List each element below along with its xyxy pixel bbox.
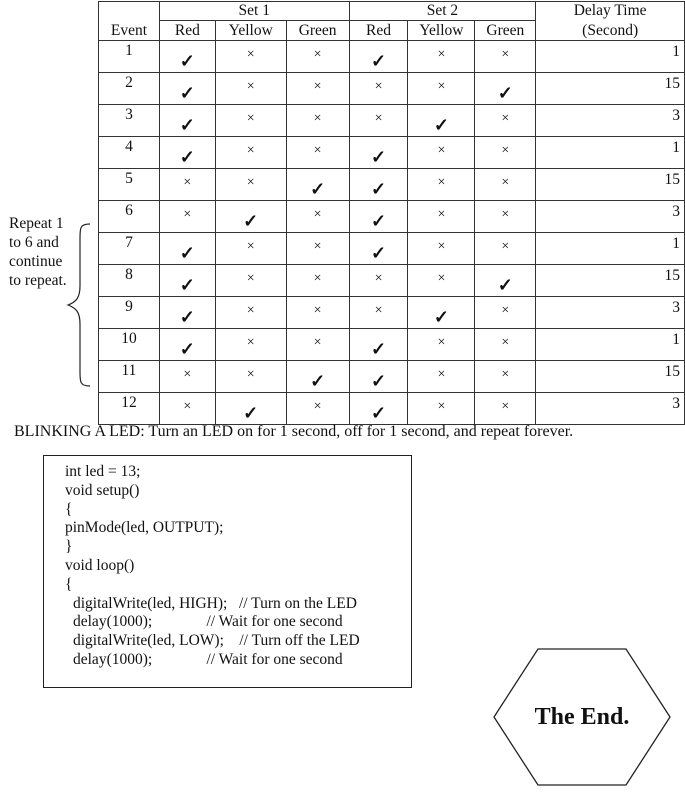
cross-mark-icon: ×	[501, 142, 510, 158]
set1-green-cell	[286, 137, 349, 169]
cross-mark-icon: ×	[501, 110, 510, 126]
check-mark-icon: ✓	[370, 210, 387, 231]
set1-yellow-cell	[215, 393, 286, 425]
table-row	[99, 265, 685, 297]
set2-yellow-cell	[408, 233, 475, 265]
set2-yellow-cell	[408, 105, 475, 137]
set1-yellow-cell	[215, 137, 286, 169]
set2-yellow-cell	[408, 169, 475, 201]
set1-yellow-cell	[215, 265, 286, 297]
set1-red-cell	[159, 201, 215, 233]
cross-mark-icon: ×	[246, 302, 255, 318]
code-line: void setup()	[65, 481, 140, 499]
set1-green-cell	[286, 329, 349, 361]
set1-red-cell	[159, 105, 215, 137]
table-row	[99, 233, 685, 265]
set2-green-cell	[475, 329, 536, 361]
table-row	[99, 73, 685, 105]
code-line: pinMode(led, OUTPUT);	[65, 519, 224, 537]
delay-seconds: 15	[536, 169, 685, 201]
cross-mark-icon: ×	[313, 398, 322, 414]
code-line: {	[65, 575, 73, 593]
repeat-note-line: Repeat 1	[9, 215, 64, 232]
cross-mark-icon: ×	[437, 142, 446, 158]
set1-yellow-cell	[215, 233, 286, 265]
header-delay-line2: (Second)	[536, 21, 685, 41]
set2-yellow-cell	[408, 137, 475, 169]
code-line: }	[65, 538, 73, 556]
cross-mark-icon: ×	[437, 398, 446, 414]
set2-red-cell	[349, 393, 408, 425]
event-number: 10	[99, 329, 160, 361]
check-mark-icon: ✓	[370, 338, 387, 359]
set2-green-cell	[475, 265, 536, 297]
repeat-note-line: continue	[9, 253, 63, 270]
set1-green-cell	[286, 265, 349, 297]
set2-yellow-cell	[408, 265, 475, 297]
set1-red-cell	[159, 169, 215, 201]
cross-mark-icon: ×	[183, 174, 192, 190]
delay-seconds: 1	[536, 41, 685, 73]
set1-yellow-cell	[215, 297, 286, 329]
set2-green-cell	[475, 105, 536, 137]
set1-green-cell	[286, 105, 349, 137]
code-line: int led = 13;	[65, 463, 141, 480]
cross-mark-icon: ×	[183, 206, 192, 222]
code-line: delay(1000); // Wait for one second	[73, 650, 343, 668]
cross-mark-icon: ×	[501, 334, 510, 350]
set1-red-cell	[159, 361, 215, 393]
header-set1-red: Red	[159, 21, 215, 41]
cross-mark-icon: ×	[246, 238, 255, 254]
cross-mark-icon: ×	[501, 238, 510, 254]
check-mark-icon: ✓	[497, 274, 513, 295]
check-mark-icon: ✓	[310, 178, 326, 199]
set2-yellow-cell	[408, 297, 475, 329]
set2-red-cell	[349, 105, 408, 137]
cross-mark-icon: ×	[246, 78, 255, 94]
cross-mark-icon: ×	[437, 270, 446, 286]
cross-mark-icon: ×	[246, 366, 255, 382]
table-row	[99, 105, 685, 137]
header-set1: Set 1	[159, 2, 349, 21]
code-line: void loop()	[65, 556, 135, 574]
set1-yellow-cell	[215, 41, 286, 73]
cross-mark-icon: ×	[246, 110, 255, 126]
set1-red-cell	[159, 393, 215, 425]
set1-green-cell	[286, 233, 349, 265]
curly-brace-icon	[62, 222, 94, 388]
set1-green-cell	[286, 393, 349, 425]
table-body	[99, 41, 685, 425]
check-mark-icon: ✓	[370, 50, 387, 71]
set2-red-cell	[349, 73, 408, 105]
check-mark-icon: ✓	[370, 370, 387, 391]
cross-mark-icon: ×	[374, 78, 383, 94]
set2-green-cell	[475, 41, 536, 73]
blink-led-heading: BLINKING A LED: Turn an LED on for 1 second, off for 1 second, and repeat forever.	[14, 423, 574, 440]
cross-mark-icon: ×	[437, 174, 446, 190]
delay-seconds: 15	[536, 265, 685, 297]
set1-red-cell	[159, 137, 215, 169]
cross-mark-icon: ×	[374, 110, 383, 126]
check-mark-icon: ✓	[179, 274, 195, 295]
cross-mark-icon: ×	[313, 78, 322, 94]
event-number: 1	[99, 41, 160, 73]
set1-yellow-cell	[215, 169, 286, 201]
cross-mark-icon: ×	[313, 302, 322, 318]
delay-seconds: 3	[536, 393, 685, 425]
check-mark-icon: ✓	[179, 50, 195, 71]
set1-yellow-cell	[215, 361, 286, 393]
cross-mark-icon: ×	[246, 46, 255, 62]
set2-yellow-cell	[408, 361, 475, 393]
set2-green-cell	[475, 297, 536, 329]
check-mark-icon: ✓	[433, 114, 449, 135]
set1-green-cell	[286, 201, 349, 233]
check-mark-icon: ✓	[433, 306, 449, 327]
cross-mark-icon: ×	[246, 142, 255, 158]
set2-green-cell	[475, 73, 536, 105]
event-number: 9	[99, 297, 160, 329]
event-number: 12	[99, 393, 160, 425]
check-mark-icon: ✓	[370, 178, 387, 199]
set2-green-cell	[475, 169, 536, 201]
cross-mark-icon: ×	[501, 206, 510, 222]
set1-green-cell	[286, 73, 349, 105]
set2-green-cell	[475, 361, 536, 393]
check-mark-icon: ✓	[179, 338, 195, 359]
cross-mark-icon: ×	[437, 206, 446, 222]
cross-mark-icon: ×	[246, 174, 255, 190]
header-set2-red: Red	[349, 21, 408, 41]
set1-yellow-cell	[215, 73, 286, 105]
repeat-note-line: to 6 and	[9, 234, 59, 251]
event-number: 5	[99, 169, 160, 201]
event-number: 3	[99, 105, 160, 137]
header-set2-yellow: Yellow	[408, 21, 475, 41]
set2-yellow-cell	[408, 41, 475, 73]
check-mark-icon: ✓	[370, 242, 387, 263]
check-mark-icon: ✓	[310, 370, 326, 391]
cross-mark-icon: ×	[374, 270, 383, 286]
set1-yellow-cell	[215, 329, 286, 361]
code-listing	[43, 455, 412, 688]
event-number: 6	[99, 201, 160, 233]
delay-seconds: 1	[536, 329, 685, 361]
set2-red-cell	[349, 361, 408, 393]
set1-red-cell	[159, 329, 215, 361]
set1-green-cell	[286, 297, 349, 329]
cross-mark-icon: ×	[437, 238, 446, 254]
table-row	[99, 297, 685, 329]
event-number: 11	[99, 361, 160, 393]
table-row	[99, 169, 685, 201]
event-number: 2	[99, 73, 160, 105]
set2-red-cell	[349, 329, 408, 361]
delay-seconds: 15	[536, 361, 685, 393]
header-delay-line1: Delay Time	[536, 2, 685, 21]
end-badge-text: The End.	[534, 704, 630, 730]
check-mark-icon: ✓	[179, 242, 195, 263]
check-mark-icon: ✓	[243, 402, 259, 423]
cross-mark-icon: ×	[183, 398, 192, 414]
cross-mark-icon: ×	[437, 46, 446, 62]
header-event-spacer	[99, 2, 160, 21]
set2-green-cell	[475, 201, 536, 233]
cross-mark-icon: ×	[313, 334, 322, 350]
header-event: Event	[99, 21, 160, 41]
check-mark-icon: ✓	[179, 114, 195, 135]
delay-seconds: 1	[536, 233, 685, 265]
header-set1-green: Green	[286, 21, 349, 41]
set2-yellow-cell	[408, 73, 475, 105]
cross-mark-icon: ×	[313, 270, 322, 286]
set2-red-cell	[349, 169, 408, 201]
cross-mark-icon: ×	[501, 366, 510, 382]
check-mark-icon: ✓	[497, 82, 513, 103]
cross-mark-icon: ×	[501, 174, 510, 190]
set1-red-cell	[159, 265, 215, 297]
set2-yellow-cell	[408, 393, 475, 425]
cross-mark-icon: ×	[374, 302, 383, 318]
cross-mark-icon: ×	[501, 398, 510, 414]
header-set1-yellow: Yellow	[215, 21, 286, 41]
set2-red-cell	[349, 265, 408, 297]
cross-mark-icon: ×	[501, 46, 510, 62]
set1-green-cell	[286, 169, 349, 201]
cross-mark-icon: ×	[437, 78, 446, 94]
set2-green-cell	[475, 137, 536, 169]
set1-green-cell	[286, 41, 349, 73]
set2-red-cell	[349, 201, 408, 233]
delay-seconds: 15	[536, 73, 685, 105]
cross-mark-icon: ×	[246, 334, 255, 350]
cross-mark-icon: ×	[246, 270, 255, 286]
set2-red-cell	[349, 297, 408, 329]
set1-red-cell	[159, 73, 215, 105]
set1-green-cell	[286, 361, 349, 393]
code-line: digitalWrite(led, LOW); // Turn off the LED	[73, 632, 360, 650]
table-row	[99, 393, 685, 425]
cross-mark-icon: ×	[313, 46, 322, 62]
table-row	[99, 137, 685, 169]
event-number: 4	[99, 137, 160, 169]
set1-yellow-cell	[215, 105, 286, 137]
set2-red-cell	[349, 137, 408, 169]
cross-mark-icon: ×	[437, 366, 446, 382]
delay-seconds: 3	[536, 105, 685, 137]
set2-green-cell	[475, 393, 536, 425]
check-mark-icon: ✓	[370, 402, 387, 423]
check-mark-icon: ✓	[179, 306, 195, 327]
set1-red-cell	[159, 41, 215, 73]
check-mark-icon: ✓	[370, 146, 387, 167]
header-set2: Set 2	[349, 2, 536, 21]
check-mark-icon: ✓	[179, 82, 195, 103]
set1-red-cell	[159, 297, 215, 329]
code-line: {	[65, 500, 73, 518]
delay-seconds: 3	[536, 297, 685, 329]
set2-green-cell	[475, 233, 536, 265]
set2-red-cell	[349, 233, 408, 265]
header-set2-green: Green	[475, 21, 536, 41]
set1-red-cell	[159, 233, 215, 265]
set2-red-cell	[349, 41, 408, 73]
table-row	[99, 41, 685, 73]
repeat-note-line: to repeat.	[9, 272, 67, 289]
delay-seconds: 3	[536, 201, 685, 233]
cross-mark-icon: ×	[183, 366, 192, 382]
cross-mark-icon: ×	[313, 206, 322, 222]
delay-seconds: 1	[536, 137, 685, 169]
code-line: delay(1000); // Wait for one second	[73, 613, 343, 631]
traffic-light-sequence-table	[98, 1, 685, 425]
code-line: digitalWrite(led, HIGH); // Turn on the LED	[73, 594, 357, 612]
cross-mark-icon: ×	[313, 110, 322, 126]
set1-yellow-cell	[215, 201, 286, 233]
set2-yellow-cell	[408, 201, 475, 233]
table-row	[99, 201, 685, 233]
check-mark-icon: ✓	[243, 210, 259, 231]
event-number: 8	[99, 265, 160, 297]
set2-yellow-cell	[408, 329, 475, 361]
table-row	[99, 361, 685, 393]
cross-mark-icon: ×	[437, 334, 446, 350]
event-number: 7	[99, 233, 160, 265]
cross-mark-icon: ×	[313, 142, 322, 158]
table-row	[99, 329, 685, 361]
cross-mark-icon: ×	[313, 238, 322, 254]
cross-mark-icon: ×	[501, 302, 510, 318]
check-mark-icon: ✓	[179, 146, 195, 167]
